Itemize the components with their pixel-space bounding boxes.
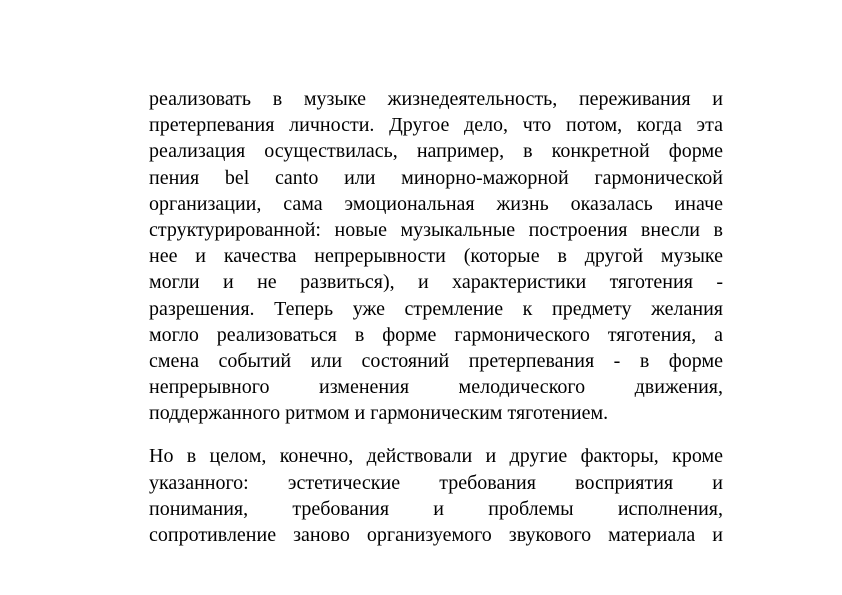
text-line: понимания, требования и проблемы исполнения, bbox=[149, 497, 723, 520]
text-line: реализация осуществилась, например, в конкретной форме bbox=[149, 140, 723, 163]
text-line: претерпевания личности. Другое дело, что потом, когда эта bbox=[149, 114, 723, 137]
text-line: разрешения. Теперь уже стремление к предмету желания bbox=[149, 297, 723, 320]
text-line: организации, сама эмоциональная жизнь оказалась иначе bbox=[149, 192, 723, 215]
paragraph-2 bbox=[149, 443, 723, 548]
paragraph-spacer bbox=[149, 426, 723, 443]
text-line: поддержанного ритмом и гармоническим тяготением. bbox=[149, 402, 609, 425]
text-line: сопротивление заново организуемого звукового материала и bbox=[149, 524, 723, 546]
paragraph-1 bbox=[149, 86, 723, 426]
text-line: могло реализоваться в форме гармонического тяготения, а bbox=[149, 323, 723, 346]
text-line: могли и не развиться), и характеристики тяготения - bbox=[149, 271, 723, 294]
text-line: указанного: эстетические требования восприятия и bbox=[149, 471, 723, 494]
text-line: структурированной: новые музыкальные построения внесли в bbox=[149, 218, 723, 241]
text-line: Но в целом, конечно, действовали и другие факторы, кроме bbox=[149, 445, 723, 468]
text-line: пения bel canto или минорно-мажорной гармонической bbox=[149, 166, 723, 189]
text-line: смена событий или состояний претерпевания - в форме bbox=[149, 349, 723, 372]
text-line: реализовать в музыке жизнедеятельность, переживания и bbox=[149, 88, 723, 110]
body-text bbox=[149, 86, 723, 548]
text-line: нее и качества непрерывности (которые в другой музыке bbox=[149, 245, 723, 268]
text-line: непрерывного изменения мелодического движения, bbox=[149, 376, 723, 399]
